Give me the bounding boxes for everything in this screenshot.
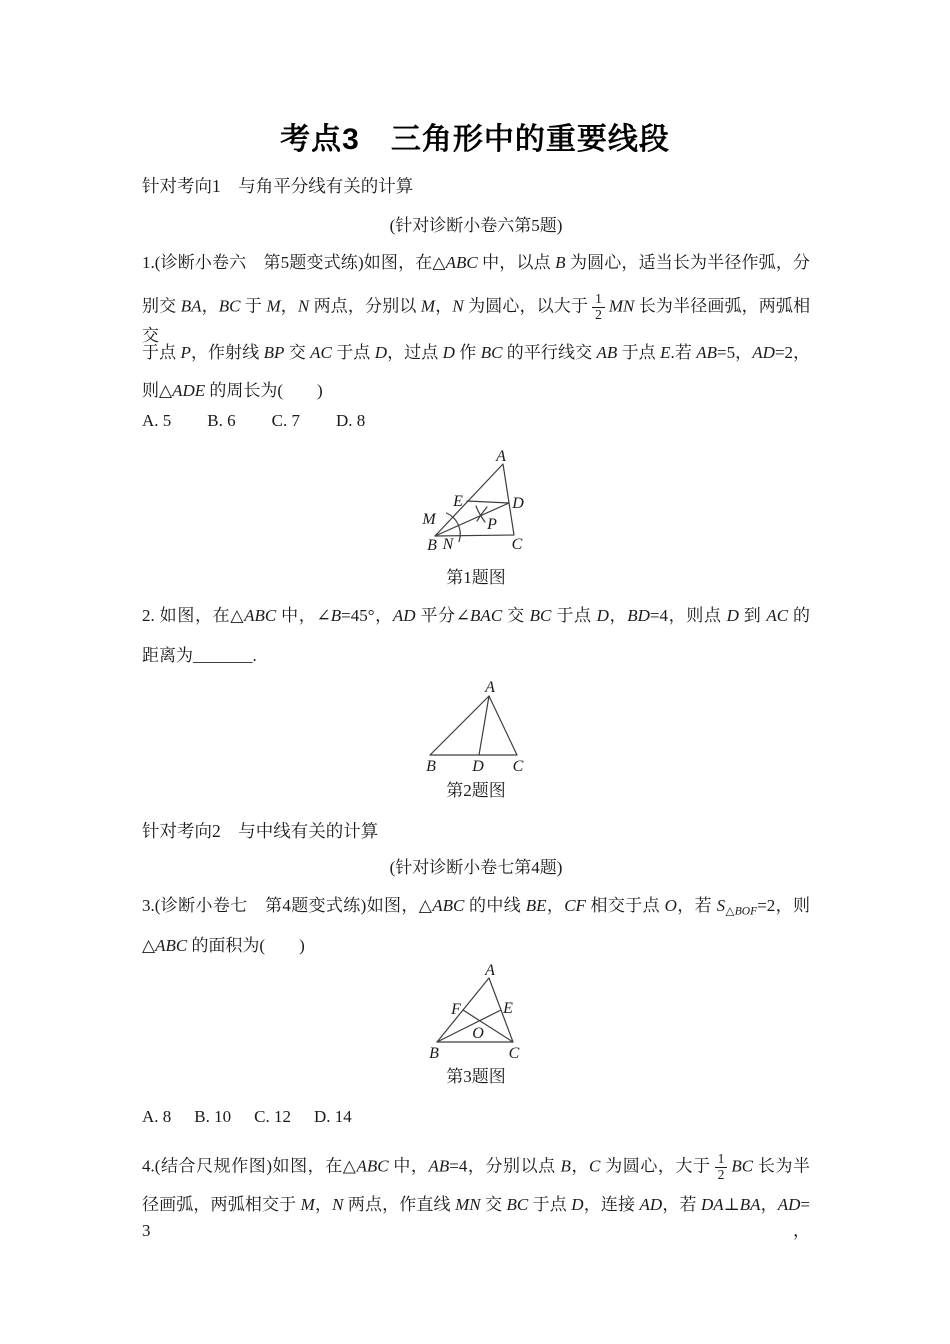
label-n: N — [442, 536, 454, 553]
option-a: A. 5 — [142, 411, 172, 430]
median-be — [437, 1010, 501, 1042]
label-c: C — [508, 1045, 520, 1062]
problem-1-line-2: 别交 BA，BC 于 M，N 两点，分别以 M，N 为圆心，以大于 $\frac{1}{2}$ MN 长为半径画弧，两弧相交 — [142, 291, 811, 345]
option-a: A. 8 — [142, 1107, 172, 1126]
section-1-note: (针对诊断小卷六第5题) — [389, 216, 563, 235]
problem-2-line-1: 2. 如图，在△ABC 中，∠B=45°，AD 平分∠BAC 交 BC 于点 D，BD=4，则点 D 到 AC 的 — [142, 606, 811, 625]
figure-3-caption: 第3题图 — [446, 1067, 506, 1086]
segment-ed — [467, 501, 509, 503]
problem-4-line-2: 径画弧，两弧相交于 M，N 两点，作直线 MN 交 BC 于点 D，连接 AD，若 DA⊥BA，AD=3， — [142, 1195, 811, 1240]
problem-1-line-1: 1.(诊断小卷六 第5题变式练)如图，在△ABC 中，以点 B 为圆心，适当长为半径作弧，分 — [142, 253, 810, 272]
option-b: B. 10 — [194, 1107, 232, 1126]
label-m: M — [422, 511, 436, 528]
label-a: A — [485, 679, 495, 696]
label-a: A — [496, 448, 506, 465]
option-d: D. 14 — [313, 1107, 352, 1126]
label-b: B — [426, 758, 436, 775]
label-d: D — [512, 495, 524, 512]
option-c: C. 7 — [271, 411, 300, 430]
option-c: C. 12 — [254, 1107, 291, 1126]
option-b: B. 6 — [207, 411, 236, 430]
figure-1-caption: 第1题图 — [446, 568, 506, 587]
label-b: B — [427, 537, 437, 554]
label-p: P — [487, 516, 497, 533]
label-b: B — [429, 1045, 439, 1062]
label-c: C — [511, 536, 523, 553]
label-a: A — [485, 962, 495, 979]
triangle-abc — [435, 464, 514, 536]
figure-3-geometry — [415, 958, 545, 1066]
problem-4-line-1: 4.(结合尺规作图)如图，在△ABC 中，AB=4，分别以点 B，C 为圆心，大于 $\frac{1}{2}$ BC 长为半 — [142, 1151, 811, 1182]
problem-3-line-2: △ABC 的面积为( ) — [142, 936, 305, 955]
ray-bd — [435, 503, 509, 536]
problem-3-options — [142, 1106, 375, 1128]
problem-1-options — [142, 410, 401, 432]
label-e: E — [453, 493, 463, 510]
section-2-note: (针对诊断小卷七第4题) — [389, 858, 563, 877]
problem-1-line-4: 则△ADE 的周长为( ) — [142, 381, 323, 400]
label-f: F — [451, 1001, 461, 1018]
figure-2-geometry — [405, 676, 550, 781]
label-e: E — [503, 1000, 513, 1017]
figure-2-caption: 第2题图 — [446, 781, 506, 800]
figure-1-geometry — [415, 445, 565, 560]
label-o: O — [472, 1025, 484, 1042]
triangle-abc — [430, 696, 517, 755]
section-2-heading: 针对考向2 与中线有关的计算 — [142, 821, 379, 841]
problem-1-line-3: 于点 P，作射线 BP 交 AC 于点 D，过点 D 作 BC 的平行线交 AB 于点 E.若 AB=5，AD=2， — [142, 343, 811, 362]
option-d: D. 8 — [335, 411, 366, 430]
problem-2-line-2: 距离为_______. — [142, 646, 257, 665]
problem-3-line-1: 3.(诊断小卷七 第4题变式练)如图，△ABC 的中线 BE，CF 相交于点 O，若 $S_{\triangle BOF}=2$，则 — [142, 896, 811, 918]
label-d: D — [472, 758, 484, 775]
page-title: 考点3 三角形中的重要线段 — [280, 123, 670, 156]
label-c: C — [512, 758, 524, 775]
section-1-heading: 针对考向1 与角平分线有关的计算 — [142, 176, 414, 196]
